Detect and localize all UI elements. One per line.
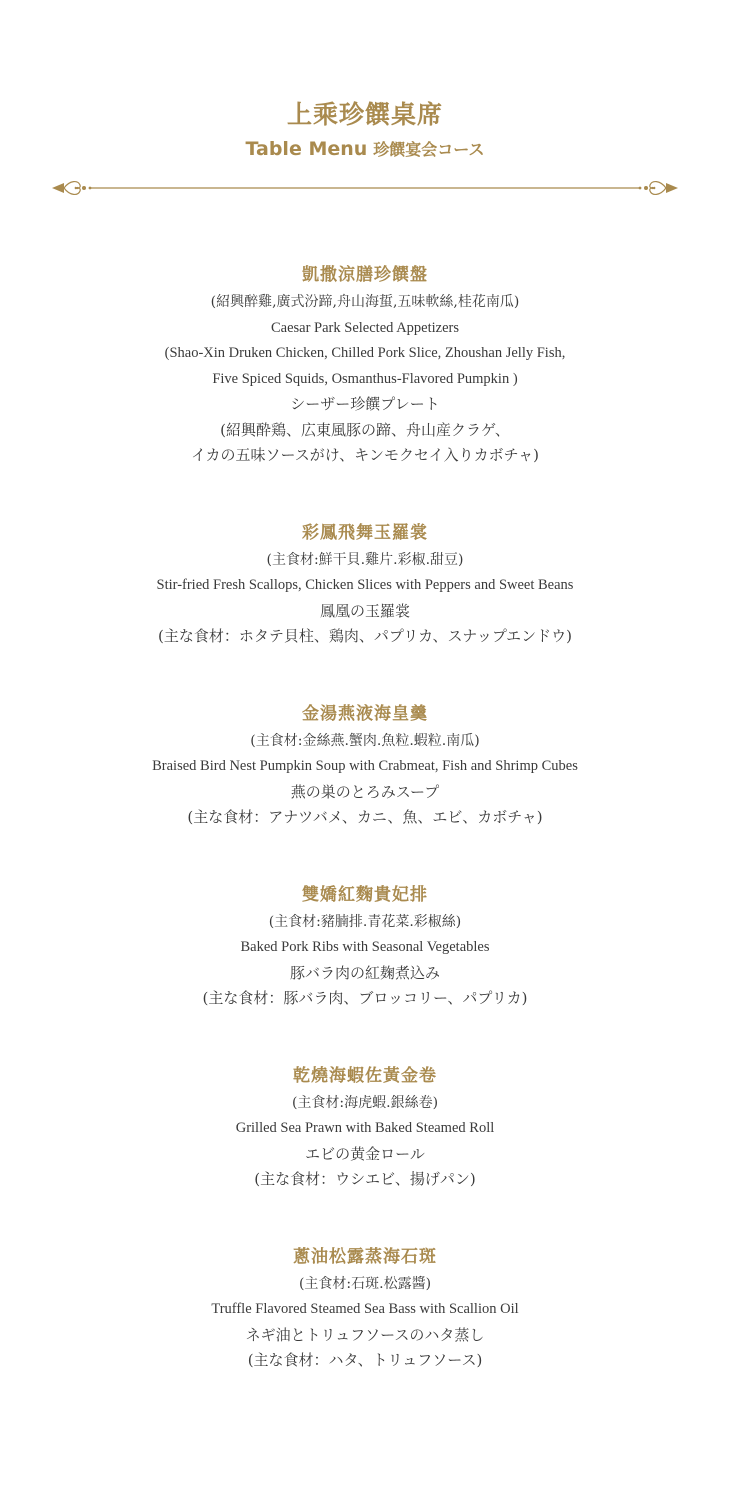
menu-header (0, 0, 730, 165)
page-title: 上乘珍饌桌席 (286, 100, 443, 129)
course-ingredients-jp: (主な食材：アナツバメ、カニ、魚、エビ、カボチャ) (187, 808, 543, 826)
course-name: 蔥油松露蒸海石斑 (293, 1246, 437, 1267)
course-ingredients-en: Five Spiced Squids, Osmanthus-Flavored Pumpkin ) (212, 370, 518, 387)
subtitle-jp: 珍饌宴会コース (373, 140, 485, 159)
course-ingredients-zh: (主食材:石斑.松露醬) (298, 1275, 432, 1292)
page-subtitle (0, 134, 730, 165)
course-item (0, 1244, 730, 1374)
course-ingredients-zh: (主食材:鮮干貝.雞片.彩椒.甜豆) (266, 551, 464, 568)
course-ingredients-jp: (主な食材：ウシエビ、揚げパン) (254, 1170, 476, 1188)
course-item (0, 882, 730, 1012)
course-name: 雙嬌紅麴貴妃排 (302, 884, 428, 905)
course-ingredients-jp: (主な食材：豚バラ肉、ブロッコリー、パプリカ) (202, 989, 528, 1007)
course-ingredients-zh: (紹興醉雞,廣式汾蹄,舟山海蜇,五味軟絲,桂花南瓜) (210, 294, 520, 310)
course-name-en: Grilled Sea Prawn with Baked Steamed Roll (235, 1120, 495, 1136)
subtitle-en: Table Menu (245, 138, 368, 160)
course-ingredients-zh: (主食材:海虎蝦.銀絲卷) (291, 1094, 439, 1111)
course-ingredients-en: (Shao-Xin Druken Chicken, Chilled Pork Slice, Zhoushan Jelly Fish, (164, 345, 566, 361)
course-ingredients-jp: (主な食材：ハタ、トリュフソース) (247, 1351, 483, 1369)
menu-course-list (0, 262, 730, 1425)
course-name-jp: シーザー珍饌プレート (290, 395, 440, 413)
course-name: 彩鳳飛舞玉羅裳 (302, 522, 428, 543)
course-name-en: Baked Pork Ribs with Seasonal Vegetables (240, 939, 490, 955)
course-item (0, 701, 730, 831)
course-name-en: Stir-fried Fresh Scallops, Chicken Slices with Peppers and Sweet Beans (156, 577, 574, 593)
left-flourish-icon (52, 182, 91, 195)
course-name-jp: エビの黄金ロール (305, 1144, 425, 1163)
course-name-jp: 鳳凰の玉羅裳 (319, 601, 410, 620)
course-name-jp: 豚バラ肉の紅麹煮込み (289, 963, 440, 982)
ornamental-divider (50, 176, 680, 200)
course-name-en: Caesar Park Selected Appetizers (270, 319, 460, 336)
course-name-en: Truffle Flavored Steamed Sea Bass with Scallion Oil (211, 1301, 519, 1317)
course-ingredients-jp: (主な食材：ホタテ貝柱、鶏肉、パプリカ、スナップエンドウ) (157, 627, 572, 645)
course-name: 凱撒涼膳珍饌盤 (302, 265, 428, 285)
right-flourish-icon (639, 182, 678, 195)
course-ingredients-jp: イカの五味ソースがけ、キンモクセイ入りカボチャ) (190, 446, 539, 464)
course-name-jp: ネギ油とトリュフソースのハタ蒸し (245, 1325, 485, 1344)
course-name-jp: 燕の巣のとろみスープ (290, 782, 440, 801)
course-ingredients-zh: (主食材:豬腩排.青花菜.彩椒絲) (268, 913, 462, 930)
course-ingredients-jp: (紹興酔鶏、広東風豚の蹄、舟山産クラゲ、 (220, 420, 510, 439)
course-item (0, 1063, 730, 1193)
course-name: 金湯燕液海皇羹 (302, 703, 428, 724)
course-item (0, 520, 730, 650)
course-item (0, 262, 730, 469)
course-name: 乾燒海蝦佐黃金卷 (293, 1065, 437, 1086)
course-ingredients-zh: (主食材:金絲燕.蟹肉.魚粒.蝦粒.南瓜) (250, 732, 480, 749)
course-name-en: Braised Bird Nest Pumpkin Soup with Crabmeat, Fish and Shrimp Cubes (152, 758, 578, 774)
